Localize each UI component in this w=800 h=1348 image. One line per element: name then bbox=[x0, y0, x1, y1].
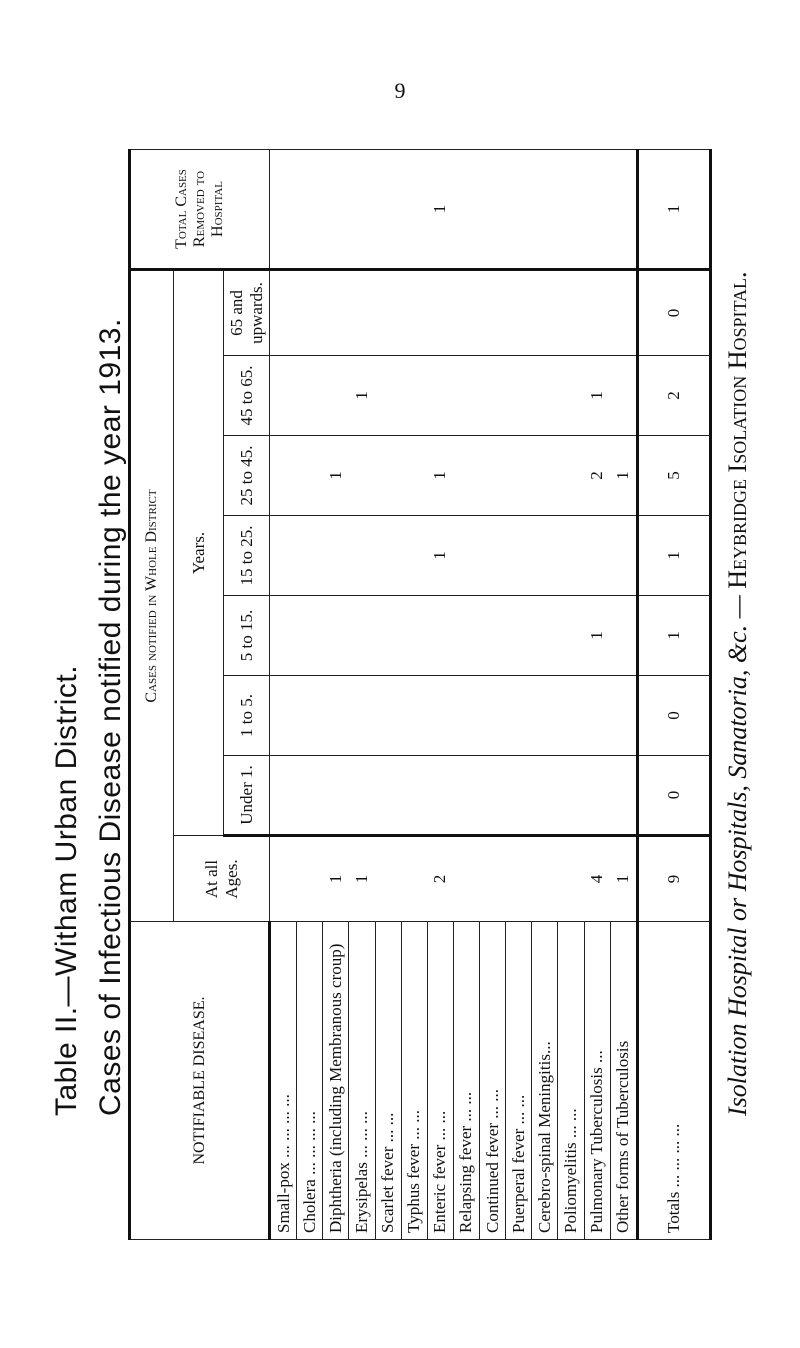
cell-a25_45: 2 bbox=[584, 436, 610, 516]
cell-a15_25 bbox=[480, 516, 506, 596]
cell-a65 bbox=[323, 269, 349, 355]
total-all: 9 bbox=[637, 836, 710, 922]
totals-row bbox=[637, 149, 710, 1239]
cell-u1 bbox=[323, 756, 349, 836]
cell-a45_65 bbox=[532, 356, 558, 436]
cell-a15_25: 1 bbox=[427, 516, 453, 596]
table-row bbox=[297, 149, 323, 1239]
cell-removed bbox=[506, 149, 532, 269]
cell-a15_25 bbox=[270, 516, 297, 596]
total-a25_45: 5 bbox=[637, 436, 710, 516]
cell-removed bbox=[480, 149, 506, 269]
total-u1: 0 bbox=[637, 756, 710, 836]
cell-a15_25 bbox=[558, 516, 584, 596]
cell-a15_25 bbox=[532, 516, 558, 596]
cell-a45_65 bbox=[375, 356, 401, 436]
header-age-45-65: 45 to 65. bbox=[224, 356, 270, 436]
footer-hospital: Heybridge Isolation Hospital. bbox=[723, 271, 752, 589]
cell-all bbox=[558, 836, 584, 922]
cell-a25_45: 1 bbox=[323, 436, 349, 516]
cell-all bbox=[375, 836, 401, 922]
cell-removed: 1 bbox=[427, 149, 453, 269]
header-all-ages: At all Ages. bbox=[174, 836, 270, 922]
header-age-65-up: 65 and upwards. bbox=[224, 269, 270, 355]
cell-a15_25 bbox=[349, 516, 375, 596]
disease-name: Pulmonary Tuberculosis ... bbox=[584, 922, 610, 1240]
cell-removed bbox=[270, 149, 297, 269]
cell-a65 bbox=[401, 269, 427, 355]
table-row bbox=[506, 149, 532, 1239]
cell-a45_65 bbox=[506, 356, 532, 436]
table-row bbox=[323, 149, 349, 1239]
cell-a1_5 bbox=[584, 676, 610, 756]
cell-a1_5 bbox=[323, 676, 349, 756]
cell-a25_45 bbox=[297, 436, 323, 516]
table-row bbox=[558, 149, 584, 1239]
cell-a65 bbox=[297, 269, 323, 355]
cell-all bbox=[453, 836, 479, 922]
cell-a25_45 bbox=[270, 436, 297, 516]
cell-a25_45 bbox=[480, 436, 506, 516]
cell-a1_5 bbox=[297, 676, 323, 756]
cell-a45_65 bbox=[323, 356, 349, 436]
cell-u1 bbox=[270, 756, 297, 836]
footer-caption bbox=[723, 271, 753, 1116]
disease-table bbox=[128, 149, 712, 1240]
cell-a45_65 bbox=[610, 356, 637, 436]
cell-all bbox=[532, 836, 558, 922]
cell-a5_15 bbox=[558, 596, 584, 676]
cell-all: 4 bbox=[584, 836, 610, 922]
header-years: Years. bbox=[174, 269, 224, 835]
total-a65: 0 bbox=[637, 269, 710, 355]
cell-a25_45 bbox=[532, 436, 558, 516]
cell-a25_45: 1 bbox=[610, 436, 637, 516]
header-removed: Total Cases Removed to Hospital bbox=[130, 149, 270, 269]
cell-a1_5 bbox=[453, 676, 479, 756]
cell-removed bbox=[584, 149, 610, 269]
cell-removed bbox=[532, 149, 558, 269]
table-row bbox=[375, 149, 401, 1239]
cell-a5_15 bbox=[506, 596, 532, 676]
cell-a65 bbox=[532, 269, 558, 355]
cell-all: 1 bbox=[349, 836, 375, 922]
cell-removed bbox=[323, 149, 349, 269]
disease-name: Diphtheria (including Membranous croup) bbox=[323, 922, 349, 1240]
cell-a45_65 bbox=[270, 356, 297, 436]
cell-a25_45: 1 bbox=[427, 436, 453, 516]
cell-a15_25 bbox=[401, 516, 427, 596]
table-row bbox=[349, 149, 375, 1239]
cell-a5_15 bbox=[270, 596, 297, 676]
cell-all: 1 bbox=[323, 836, 349, 922]
cell-a5_15 bbox=[375, 596, 401, 676]
cell-a1_5 bbox=[427, 676, 453, 756]
cell-a25_45 bbox=[506, 436, 532, 516]
total-a45_65: 2 bbox=[637, 356, 710, 436]
cell-a45_65: 1 bbox=[349, 356, 375, 436]
table-row bbox=[532, 149, 558, 1239]
totals-label: Totals ... ... ... ... bbox=[637, 922, 710, 1240]
table-row bbox=[427, 149, 453, 1239]
cell-u1 bbox=[427, 756, 453, 836]
cell-a45_65 bbox=[558, 356, 584, 436]
cell-a5_15 bbox=[401, 596, 427, 676]
disease-name: Typhus fever ... ... bbox=[401, 922, 427, 1240]
disease-name: Erysipelas ... ... ... bbox=[349, 922, 375, 1240]
cell-a65 bbox=[270, 269, 297, 355]
cell-a1_5 bbox=[349, 676, 375, 756]
footer-prefix: Isolation Hospital or Hospitals, Sanatoria, &c. — bbox=[723, 588, 752, 1116]
disease-name: Continued fever ... ... bbox=[480, 922, 506, 1240]
cell-a15_25 bbox=[323, 516, 349, 596]
cell-u1 bbox=[610, 756, 637, 836]
cell-all bbox=[401, 836, 427, 922]
cell-a65 bbox=[584, 269, 610, 355]
disease-name: Cholera ... ... ... ... bbox=[297, 922, 323, 1240]
cell-a45_65 bbox=[297, 356, 323, 436]
cell-u1 bbox=[375, 756, 401, 836]
cell-a15_25 bbox=[584, 516, 610, 596]
cell-a65 bbox=[480, 269, 506, 355]
disease-name: Relapsing fever ... ... bbox=[453, 922, 479, 1240]
cell-all bbox=[297, 836, 323, 922]
cell-a5_15 bbox=[323, 596, 349, 676]
table-title: Table II.—Witham Urban District. bbox=[50, 664, 83, 1116]
disease-name: Cerebro-spinal Meningitis... bbox=[532, 922, 558, 1240]
page-number: 9 bbox=[394, 78, 406, 103]
total-removed: 1 bbox=[637, 149, 710, 269]
disease-name: Poliomyelitis ... ... bbox=[558, 922, 584, 1240]
total-a15_25: 1 bbox=[637, 516, 710, 596]
cell-a25_45 bbox=[558, 436, 584, 516]
table-subtitle: Cases of Infectious Disease notified during the year 1913. bbox=[94, 318, 127, 1116]
table-body bbox=[270, 149, 711, 1239]
total-a5_15: 1 bbox=[637, 596, 710, 676]
header-age-25-45: 25 to 45. bbox=[224, 436, 270, 516]
header-age-1-5: 1 to 5. bbox=[224, 676, 270, 756]
cell-a45_65 bbox=[480, 356, 506, 436]
table-row bbox=[270, 149, 297, 1239]
cell-all bbox=[506, 836, 532, 922]
cell-a45_65: 1 bbox=[584, 356, 610, 436]
cell-a25_45 bbox=[375, 436, 401, 516]
header-age-15-25: 15 to 25. bbox=[224, 516, 270, 596]
cell-a25_45 bbox=[349, 436, 375, 516]
cell-u1 bbox=[480, 756, 506, 836]
cell-a5_15 bbox=[532, 596, 558, 676]
cell-removed bbox=[610, 149, 637, 269]
cell-a5_15 bbox=[480, 596, 506, 676]
cell-a25_45 bbox=[401, 436, 427, 516]
cell-u1 bbox=[453, 756, 479, 836]
disease-name: Enteric fever ... ... bbox=[427, 922, 453, 1240]
cell-u1 bbox=[349, 756, 375, 836]
cell-a15_25 bbox=[297, 516, 323, 596]
cell-u1 bbox=[584, 756, 610, 836]
cell-a1_5 bbox=[506, 676, 532, 756]
cell-a65 bbox=[506, 269, 532, 355]
cell-a5_15 bbox=[453, 596, 479, 676]
cell-a15_25 bbox=[375, 516, 401, 596]
table-row bbox=[401, 149, 427, 1239]
cell-a45_65 bbox=[453, 356, 479, 436]
disease-name: Scarlet fever ... ... bbox=[375, 922, 401, 1240]
cell-removed bbox=[375, 149, 401, 269]
header-disease: NOTIFIABLE DISEASE. bbox=[130, 922, 270, 1240]
cell-a1_5 bbox=[401, 676, 427, 756]
table-row bbox=[480, 149, 506, 1239]
cell-u1 bbox=[506, 756, 532, 836]
cell-removed bbox=[401, 149, 427, 269]
cell-a5_15 bbox=[610, 596, 637, 676]
cell-a15_25 bbox=[610, 516, 637, 596]
cell-a65 bbox=[558, 269, 584, 355]
header-age-5-15: 5 to 15. bbox=[224, 596, 270, 676]
cell-removed bbox=[558, 149, 584, 269]
cell-u1 bbox=[558, 756, 584, 836]
disease-name: Puerperal fever ... ... bbox=[506, 922, 532, 1240]
header-cases-group: Cases notified in Whole District bbox=[130, 269, 174, 921]
total-a1_5: 0 bbox=[637, 676, 710, 756]
table-row bbox=[610, 149, 637, 1239]
cell-a5_15 bbox=[427, 596, 453, 676]
table-row bbox=[584, 149, 610, 1239]
cell-a65 bbox=[453, 269, 479, 355]
cell-all: 2 bbox=[427, 836, 453, 922]
header-age-under1: Under 1. bbox=[224, 756, 270, 836]
cell-all: 1 bbox=[610, 836, 637, 922]
cell-all bbox=[480, 836, 506, 922]
cell-a1_5 bbox=[532, 676, 558, 756]
cell-all bbox=[270, 836, 297, 922]
cell-removed bbox=[349, 149, 375, 269]
cell-a65 bbox=[427, 269, 453, 355]
table-row bbox=[453, 149, 479, 1239]
cell-u1 bbox=[532, 756, 558, 836]
cell-u1 bbox=[297, 756, 323, 836]
cell-removed bbox=[453, 149, 479, 269]
cell-a15_25 bbox=[453, 516, 479, 596]
cell-a1_5 bbox=[480, 676, 506, 756]
cell-a25_45 bbox=[453, 436, 479, 516]
cell-a45_65 bbox=[401, 356, 427, 436]
cell-a65 bbox=[375, 269, 401, 355]
disease-name: Other forms of Tuberculosis bbox=[610, 922, 637, 1240]
cell-u1 bbox=[401, 756, 427, 836]
cell-a1_5 bbox=[558, 676, 584, 756]
cell-a65 bbox=[349, 269, 375, 355]
cell-a15_25 bbox=[506, 516, 532, 596]
cell-a1_5 bbox=[375, 676, 401, 756]
cell-a1_5 bbox=[610, 676, 637, 756]
disease-name: Small-pox ... ... ... ... bbox=[270, 922, 297, 1240]
cell-a5_15 bbox=[297, 596, 323, 676]
cell-a45_65 bbox=[427, 356, 453, 436]
disease-table-wrapper bbox=[128, 150, 712, 1240]
cell-a65 bbox=[610, 269, 637, 355]
cell-a5_15 bbox=[349, 596, 375, 676]
cell-a1_5 bbox=[270, 676, 297, 756]
cell-removed bbox=[297, 149, 323, 269]
cell-a5_15: 1 bbox=[584, 596, 610, 676]
